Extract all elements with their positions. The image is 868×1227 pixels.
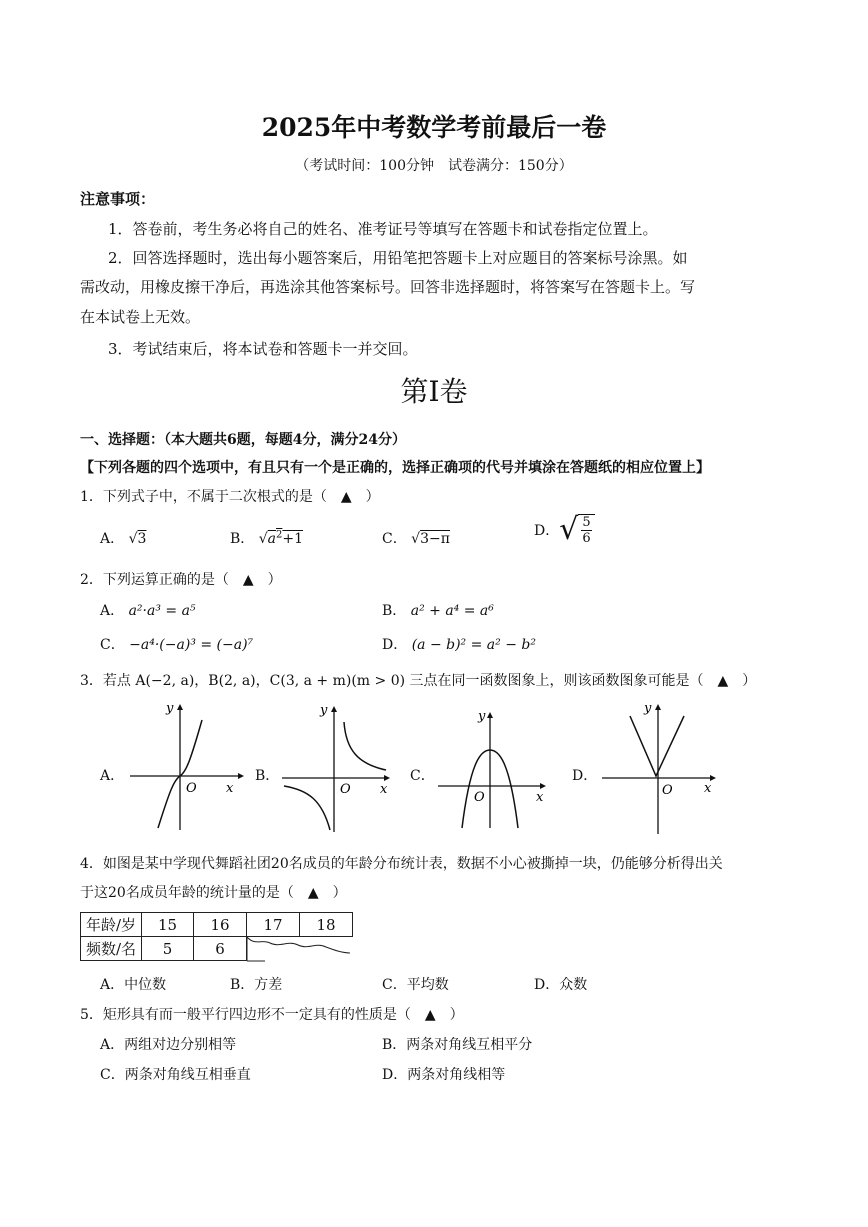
note-item-2: 2．回答选择题时，选出每小题答案后，用铅笔把答题卡上对应题目的答案标号涂黑。如 [108, 249, 688, 267]
q1-option-d-label: D． [534, 523, 560, 539]
exam-subtitle: （考试时间：100分钟 试卷满分：150分） [295, 158, 573, 174]
q3-graph-b-x-label: x [380, 782, 388, 797]
q4-option-a: A．中位数 [100, 977, 167, 993]
q3-option-d-label: D． [572, 768, 598, 784]
q1-stem: 1．下列式子中，不属于二次根式的是（ ▲ ） [80, 489, 380, 505]
table-header-age: 年龄/岁 [81, 913, 142, 937]
q3-graph-b-x-arrow [384, 775, 390, 781]
q3-stem: 3．若点 A(−2, a)，B(2, a)，C(3, a + m)(m > 0) 三点在同一函数图象上，则该函数图象可能是（ ▲ ） [80, 673, 757, 689]
q1-option-b-label: B． [230, 531, 255, 547]
q3-graph-b-y-label: y [320, 703, 328, 718]
q3-graph-d-y-label: y [644, 701, 652, 716]
q2-option-c [100, 634, 253, 654]
q3-graph-b-svg [278, 700, 398, 834]
q2-option-a [100, 600, 196, 620]
q5-option-c: C．两条对角线互相垂直 [100, 1067, 251, 1083]
note-item-1: 1．答卷前，考生务必将自己的姓名、准考证号等填写在答题卡和试卷指定位置上。 [108, 220, 658, 238]
part1-heading: 一、选择题：（本大题共6题，每题4分，满分24分） [80, 432, 406, 448]
section-title: 第Ⅰ卷 [400, 375, 468, 408]
q3-graph-d-vshape [630, 716, 684, 776]
q1-option-c-radicand: 3−π [420, 531, 450, 547]
note-item-2-cont: 需改动，用橡皮擦干净后，再选涂其他答案标号。回答非选择题时，将答案写在答题卡上。写 [80, 278, 696, 296]
q3-graph-a-y-label: y [166, 701, 174, 716]
q3-graph-d-origin: O [662, 783, 673, 798]
table-cell: 16 [194, 913, 247, 937]
q4-option-d: D．众数 [534, 977, 588, 993]
q3-graph-b-origin: O [340, 782, 351, 797]
q2-option-d-label: D． [382, 637, 408, 653]
notes-heading: 注意事项： [80, 190, 156, 208]
table-header-frequency: 频数/名 [81, 937, 142, 961]
q3-graph-b-branch-right [344, 722, 386, 770]
q1-option-a-radical: √3 [128, 531, 147, 547]
q3-graph-c-x-label: x [536, 790, 544, 805]
table-cell: 6 [194, 937, 247, 961]
q3-graph-d [598, 700, 722, 836]
part1-instruction: 【下列各题的四个选项中，有且只有一个是正确的，选择正确项的代号并填涂在答题纸的相应位置上】 [80, 460, 710, 476]
torn-area [247, 937, 353, 961]
q3-graph-c-origin: O [474, 790, 485, 805]
q3-graph-c-x-arrow [540, 783, 546, 789]
table-cell: 5 [142, 937, 194, 961]
exam-title: 2025年中考数学考前最后一卷 [261, 113, 607, 142]
q5-option-d: D．两条对角线相等 [382, 1067, 506, 1083]
q3-option-b-label: B． [255, 768, 280, 784]
q3-graph-a-svg [126, 700, 246, 834]
q2-option-c-label: C． [100, 637, 125, 653]
q4-stem-line2: 于这20名成员年龄的统计量的是（ ▲ ） [80, 885, 347, 901]
q2-option-d [382, 634, 536, 654]
q1-option-b-exp: 2 [276, 529, 283, 541]
q3-graph-a-origin: O [186, 781, 197, 796]
q3-option-c-label: C． [410, 768, 435, 784]
q3-graph-d-y-arrow [655, 704, 661, 710]
q1-option-a-radicand: 3 [137, 531, 147, 547]
table-row [81, 937, 353, 961]
q1-option-a-label: A． [100, 531, 125, 547]
q2-option-b-label: B． [382, 603, 407, 619]
q3-graph-a-x-label: x [226, 781, 234, 796]
q3-graph-a [126, 700, 246, 834]
q1-option-d-fraction [578, 514, 594, 546]
q3-graph-a-x-arrow [238, 773, 244, 779]
note-item-3: 3．考试结束后，将本试卷和答题卡一并交回。 [108, 340, 418, 358]
q1-option-d-denominator: 6 [582, 531, 591, 546]
q3-graph-c [434, 704, 554, 832]
q3-graph-b [278, 700, 398, 834]
q2-option-a-label: A． [100, 603, 125, 619]
q3-graph-b-y-arrow [331, 706, 337, 712]
table-cell: 17 [247, 913, 300, 937]
q1-option-b-radical: $√a^2+1$ [258, 529, 304, 547]
q5-option-a: A．两组对边分别相等 [100, 1037, 237, 1053]
q1-option-a [100, 528, 146, 548]
q3-graph-c-y-label: y [478, 709, 486, 724]
q1-option-c [382, 528, 450, 548]
table-row [81, 913, 353, 937]
note-item-2-end: 在本试卷上无效。 [80, 308, 201, 326]
q1-option-d-radical-sign: √ [559, 512, 579, 547]
q4-stem-line1: 4．如图是某中学现代舞蹈社团20名成员的年龄分布统计表，数据不小心被撕掉一块，仍能够分析得出关 [80, 856, 723, 872]
q3-graph-c-y-arrow [487, 712, 493, 718]
q3-graph-b-branch-left [284, 786, 330, 830]
table-cell: 18 [300, 913, 353, 937]
q2-option-a-expr: a²·a³ = a⁵ [128, 603, 196, 619]
q2-option-b-expr: a² + a⁴ = a⁶ [410, 603, 494, 619]
q4-option-b: B．方差 [230, 977, 283, 993]
q4-frequency-table [80, 912, 353, 961]
q4-option-c: C．平均数 [382, 977, 449, 993]
q5-option-b: B．两条对角线互相平分 [382, 1037, 533, 1053]
q1-option-b-radicand [268, 531, 303, 547]
q3-graph-d-x-label: x [704, 781, 712, 796]
q1-option-d-numerator: 5 [582, 515, 591, 530]
q1-option-b-var: a [267, 531, 277, 547]
q1-option-b [230, 528, 303, 548]
q1-option-c-label: C． [382, 531, 407, 547]
table-cell: 15 [142, 913, 194, 937]
q3-option-a-label: A． [100, 768, 125, 784]
q1-option-b-rest: +1 [282, 531, 304, 547]
q3-graph-d-svg [598, 700, 722, 836]
q2-option-d-expr: (a − b)² = a² − b² [411, 637, 536, 653]
q5-stem: 5．矩形具有而一般平行四边形不一定具有的性质是（ ▲ ） [80, 1007, 464, 1023]
q1-option-c-radical: √3−π [411, 531, 450, 547]
q1-option-d [534, 514, 595, 546]
q2-stem: 2．下列运算正确的是（ ▲ ） [80, 572, 282, 588]
q2-option-c-expr: −a⁴·(−a)³ = (−a)⁷ [129, 637, 254, 653]
q2-option-b [382, 600, 494, 620]
q3-graph-c-svg [434, 704, 554, 832]
q3-graph-a-y-arrow [177, 704, 183, 710]
